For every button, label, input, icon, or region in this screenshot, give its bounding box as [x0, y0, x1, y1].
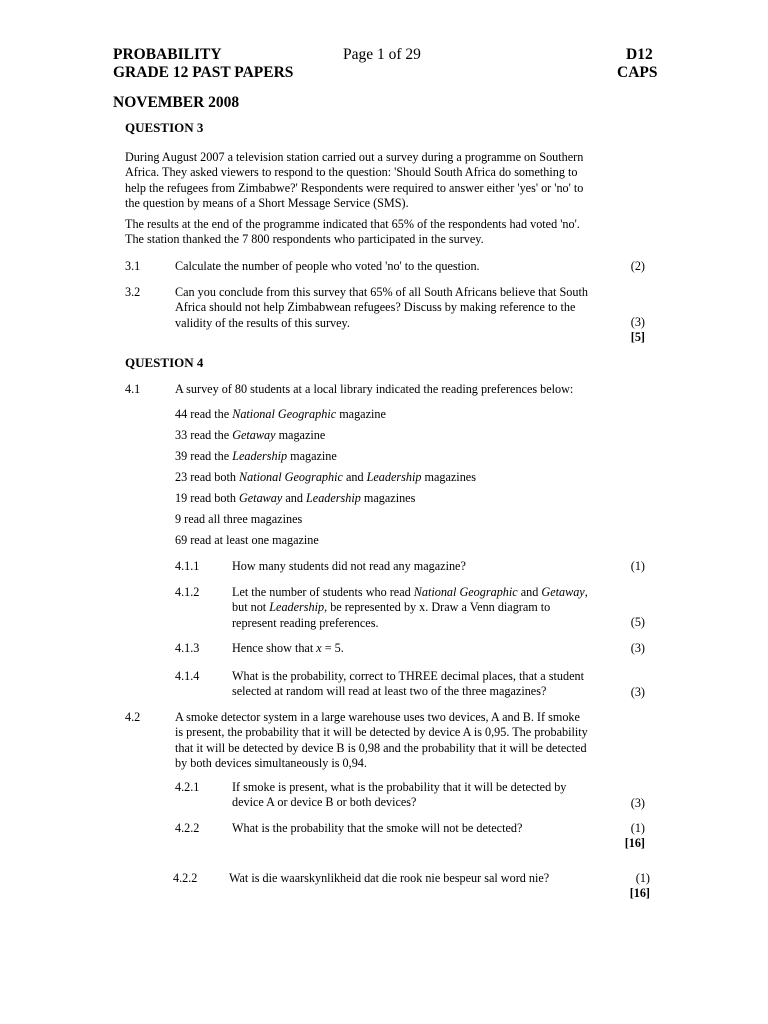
intro-line: During August 2007 a television station carried out a survey during a programme on Southern — [125, 150, 584, 164]
item-line: Can you conclude from this survey that 65% of all South Africans believe that South — [175, 285, 588, 299]
question-4-title: QUESTION 4 — [125, 355, 204, 370]
item-line: A smoke detector system in a large warehouse uses two devices, A and B. If smoke — [175, 710, 580, 724]
item-text: Calculate the number of people who voted 'no' to the question. — [175, 259, 480, 273]
item-number: 4.1 — [125, 382, 141, 396]
grade-label: GRADE 12 PAST PAPERS — [113, 64, 294, 81]
intro-line: Africa. They asked viewers to respond to the question: 'Should South Africa do something to — [125, 165, 578, 180]
sub-item-line: but not Leadership, be represented by x. Draw a Venn diagram to — [232, 600, 551, 615]
page-number: Page 1 of 29 — [343, 46, 421, 63]
mark-allocation: (3) — [630, 685, 645, 699]
mark-allocation: (3) — [630, 796, 645, 810]
document-code: D12 — [626, 46, 653, 63]
sub-item-text: How many students did not read any magazine? — [232, 559, 466, 573]
survey-stat: 69 read at least one magazine — [175, 533, 319, 547]
sub-item-line: selected at random will read at least two of the three magazines? — [232, 684, 547, 699]
mark-allocation: (3) — [630, 641, 645, 655]
item-number: 4.2 — [125, 710, 141, 724]
survey-stat: 19 read both Getaway and Leadership magazines — [175, 491, 416, 505]
survey-stat: 44 read the National Geographic magazine — [175, 407, 386, 421]
sub-item-line: device A or device B or both devices? — [232, 795, 417, 810]
sub-item-number: 4.1.2 — [175, 585, 200, 599]
item-text — [175, 710, 600, 771]
curriculum-label: CAPS — [617, 64, 658, 81]
mark-allocation: (1) — [630, 559, 645, 573]
item-line: by both devices simultaneously is 0,94. — [175, 755, 367, 770]
sub-item-text — [232, 585, 600, 631]
question-3-title: QUESTION 3 — [125, 120, 204, 135]
question-total: [5] — [630, 330, 645, 344]
intro-line: help the refugees from Zimbabwe?' Respondents were required to answer either 'yes' or 'no' to — [125, 180, 584, 195]
sub-item-line: represent reading preferences. — [232, 615, 379, 630]
sub-item-number: 4.2.2 — [175, 821, 200, 835]
mark-allocation: (3) — [630, 315, 645, 329]
exam-session: NOVEMBER 2008 — [113, 94, 240, 111]
mark-allocation: (2) — [630, 259, 645, 273]
sub-item-number: 4.2.2 — [173, 871, 198, 885]
item-text: A survey of 80 students at a local library indicated the reading preferences below: — [175, 382, 574, 396]
item-line: Africa should not help Zimbabwean refugees? Discuss by making reference to the — [175, 300, 576, 315]
sub-item-text: Wat is die waarskynlikheid dat die rook nie bespeur sal word nie? — [229, 871, 550, 885]
item-line: is present, the probability that it will be detected by device A is 0,95. The probability — [175, 725, 588, 740]
sub-item-line: What is the probability, correct to THREE decimal places, that a student — [232, 669, 584, 683]
sub-item-text: Hence show that x = 5. — [232, 641, 344, 655]
result-line: The results at the end of the programme indicated that 65% of the respondents had voted 'no'. — [125, 217, 580, 231]
sub-item-text: What is the probability that the smoke will not be detected? — [232, 821, 523, 835]
question-total: [16] — [629, 886, 650, 900]
survey-stat: 9 read all three magazines — [175, 512, 303, 526]
sub-item-number: 4.1.4 — [175, 669, 200, 683]
sub-item-line: If smoke is present, what is the probability that it will be detected by — [232, 780, 567, 794]
item-text — [175, 285, 600, 331]
item-number: 3.2 — [125, 285, 141, 299]
survey-stat: 23 read both National Geographic and Leadership magazines — [175, 470, 476, 484]
item-number: 3.1 — [125, 259, 141, 273]
sub-item-number: 4.1.1 — [175, 559, 200, 573]
survey-stat: 33 read the Getaway magazine — [175, 428, 326, 442]
question-3-results — [125, 217, 600, 248]
subject-title: PROBABILITY — [113, 46, 222, 63]
survey-stat: 39 read the Leadership magazine — [175, 449, 337, 463]
sub-item-text — [232, 780, 600, 811]
intro-line: the question by means of a Short Message Service (SMS). — [125, 195, 409, 210]
sub-item-text — [232, 669, 600, 700]
question-total: [16] — [624, 836, 645, 850]
mark-allocation: (5) — [630, 615, 645, 629]
sub-item-number: 4.2.1 — [175, 780, 200, 794]
item-line: that it will be detected by device B is 0,98 and the probability that it will be detected — [175, 740, 587, 755]
result-line: The station thanked the 7 800 respondents who participated in the survey. — [125, 232, 484, 247]
question-3-intro — [125, 150, 600, 211]
mark-allocation: (1) — [630, 821, 645, 835]
sub-item-line: Let the number of students who read National Geographic and Getaway, — [232, 585, 588, 599]
mark-allocation: (1) — [635, 871, 650, 885]
item-line: validity of the results of this survey. — [175, 315, 350, 330]
sub-item-number: 4.1.3 — [175, 641, 200, 655]
